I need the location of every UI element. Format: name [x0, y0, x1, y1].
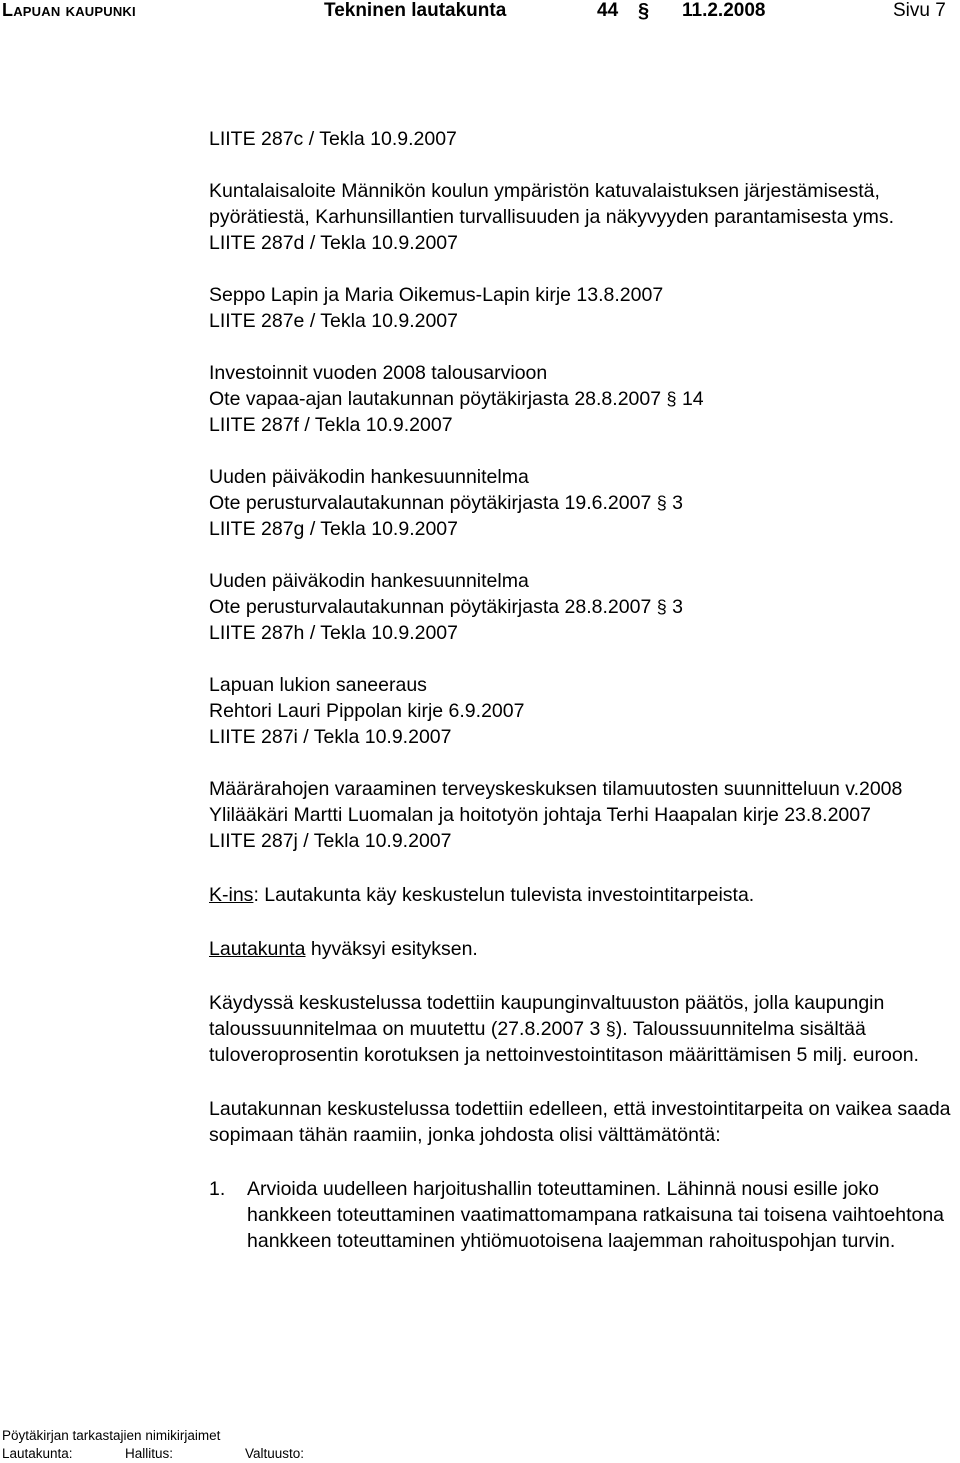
proposal-paragraph: K-ins: Lautakunta käy keskustelun tulevista investointitarpeista.: [209, 884, 755, 906]
attachment-ref: LIITE 287g / Tekla 10.9.2007: [209, 518, 458, 540]
attachment-title: Uuden päiväkodin hankesuunnitelma: [209, 570, 529, 592]
attachment-title: Seppo Lapin ja Maria Oikemus-Lapin kirje 13.8.2007: [209, 284, 664, 306]
government-initials-label: Hallitus:: [125, 1446, 174, 1461]
discussion-paragraph: Käydyssä keskustelussa todettiin kaupunginvaltuuston päätös, jolla kaupungin taloussuunnitelmaa on muutettu (27.8.2007 3 §). Taloussuunnitelma sisältää tuloveroprosentin korotuksen ja nettoinvestointitason määrittämisen 5 milj. euroon.: [209, 992, 919, 1066]
attachment-ref: LIITE 287h / Tekla 10.9.2007: [209, 622, 458, 644]
attachment-title: Uuden päiväkodin hankesuunnitelma: [209, 466, 529, 488]
attachment-ref: LIITE 287j / Tekla 10.9.2007: [209, 830, 452, 852]
board-initials-label: Lautakunta:: [2, 1446, 73, 1461]
decision-paragraph: Lautakunta hyväksyi esityksen.: [209, 938, 478, 960]
section-number: 44: [597, 0, 619, 21]
attachment-ref: LIITE 287e / Tekla 10.9.2007: [209, 310, 458, 332]
proposal-label: K-ins: [209, 884, 254, 906]
page-number: Sivu 7: [893, 0, 946, 21]
list-number: 1.: [209, 1178, 226, 1200]
attachment-ref: LIITE 287c / Tekla 10.9.2007: [209, 128, 457, 150]
municipality-name: Lapuan kaupunki: [2, 0, 136, 20]
attachment-ref: LIITE 287d / Tekla 10.9.2007: [209, 232, 458, 254]
page-footer: [2, 1427, 702, 1463]
council-initials-label: Valtuusto:: [245, 1446, 305, 1461]
attachment-title: Lapuan lukion saneeraus: [209, 674, 427, 696]
attachment-source: Ote vapaa-ajan lautakunnan pöytäkirjasta 28.8.2007 § 14: [209, 388, 704, 410]
page-header: [0, 0, 960, 26]
attachment-source: Ylilääkäri Martti Luomalan ja hoitotyön johtaja Terhi Haapalan kirje 23.8.2007: [209, 804, 871, 826]
list-item: [209, 1176, 954, 1254]
attachment-title: Määrärahojen varaaminen terveyskeskuksen tilamuutosten suunnitteluun v.2008: [209, 778, 903, 800]
discussion-paragraph: Lautakunnan keskustelussa todettiin edelleen, että investointitarpeita on vaikea saada sopimaan tähän raamiin, jonka johdosta olisi välttämätöntä:: [209, 1098, 951, 1146]
decision-label: Lautakunta: [209, 938, 306, 960]
board-name: Tekninen lautakunta: [324, 0, 507, 21]
attachment-ref: LIITE 287i / Tekla 10.9.2007: [209, 726, 452, 748]
meeting-date: 11.2.2008: [682, 0, 766, 21]
attachment-source: Rehtori Lauri Pippolan kirje 6.9.2007: [209, 700, 525, 722]
list-item-text: Arvioida uudelleen harjoitushallin toteuttaminen. Lähinnä nousi esille joko hankkeen toteuttaminen vaatimattomampana ratkaisuna tai toisena vaihtoehtona hankkeen toteuttaminen yhtiömuotoisena laajemman rahoituspohjan turvin.: [247, 1178, 945, 1252]
attachment-source: Ote perusturvalautakunnan pöytäkirjasta 28.8.2007 § 3: [209, 596, 684, 618]
document-body: [209, 126, 954, 1254]
attachment-title: Kuntalaisaloite Männikön koulun ympäristön katuvalaistuksen järjestämisestä, pyörätiestä, Karhunsillantien turvallisuuden ja näkyvyyden parantamisesta yms.: [209, 180, 895, 228]
section-symbol: §: [638, 0, 650, 22]
attachment-ref: LIITE 287f / Tekla 10.9.2007: [209, 414, 453, 436]
signatures-label: Pöytäkirjan tarkastajien nimikirjaimet: [2, 1428, 221, 1443]
attachment-source: Ote perusturvalautakunnan pöytäkirjasta 19.6.2007 § 3: [209, 492, 684, 514]
attachment-title: Investoinnit vuoden 2008 talousarvioon: [209, 362, 548, 384]
